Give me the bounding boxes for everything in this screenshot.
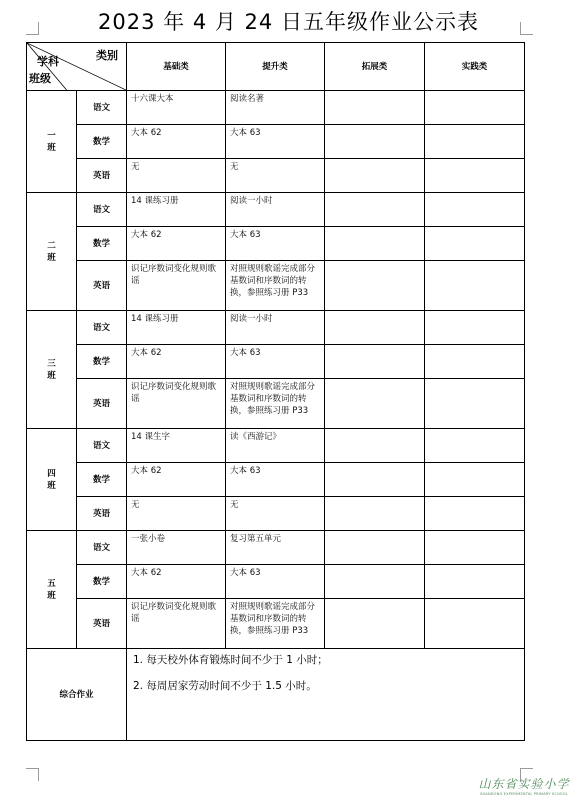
homework-basic-cell: 识记序数词变化规则歌谣	[127, 261, 226, 311]
homework-practice-cell	[425, 227, 525, 261]
column-header-practice: 实践类	[425, 43, 525, 91]
table-row	[27, 345, 525, 379]
subject-cell: 语文	[77, 531, 127, 565]
homework-practice-cell	[425, 261, 525, 311]
crop-mark-bottom-left	[26, 768, 39, 781]
homework-extended-cell	[325, 159, 425, 193]
subject-cell: 数学	[77, 345, 127, 379]
class-name: 四班	[47, 468, 56, 491]
homework-advanced-cell: 大本 63	[226, 125, 325, 159]
class-name-cell	[27, 311, 77, 429]
comprehensive-content	[127, 649, 525, 741]
table-row	[27, 599, 525, 649]
homework-practice-cell	[425, 125, 525, 159]
homework-advanced-cell: 大本 63	[226, 227, 325, 261]
page-title: 2023 年 4 月 24 日五年级作业公示表	[98, 10, 479, 34]
homework-basic-cell: 识记序数词变化规则歌谣	[127, 379, 226, 429]
class-name-cell	[27, 91, 77, 193]
homework-extended-cell	[325, 565, 425, 599]
table-row	[27, 463, 525, 497]
homework-advanced-cell: 大本 63	[226, 345, 325, 379]
comprehensive-item: 1. 每天校外体育锻炼时间不少于 1 小时；	[133, 654, 328, 666]
homework-advanced-cell: 大本 63	[226, 565, 325, 599]
homework-extended-cell	[325, 193, 425, 227]
homework-extended-cell	[325, 429, 425, 463]
table-row	[27, 125, 525, 159]
homework-advanced-cell: 阅读一小时	[226, 311, 325, 345]
column-header-advanced: 提升类	[226, 43, 325, 91]
homework-advanced-cell: 阅读一小时	[226, 193, 325, 227]
homework-practice-cell	[425, 531, 525, 565]
subject-cell: 语文	[77, 193, 127, 227]
corner-label-class: 班级	[29, 72, 51, 85]
subject-cell: 数学	[77, 565, 127, 599]
homework-practice-cell	[425, 91, 525, 125]
subject-cell: 数学	[77, 125, 127, 159]
class-name-cell	[27, 193, 77, 311]
homework-advanced-cell: 阅读名著	[226, 91, 325, 125]
subject-cell: 英语	[77, 599, 127, 649]
corner-label-subject: 学科	[37, 55, 59, 68]
class-name: 二班	[47, 240, 56, 263]
subject-cell: 英语	[77, 261, 127, 311]
class-name-cell	[27, 531, 77, 649]
subject-cell: 数学	[77, 463, 127, 497]
class-name: 三班	[47, 358, 56, 381]
homework-advanced-cell: 无	[226, 159, 325, 193]
table-row	[27, 261, 525, 311]
homework-practice-cell	[425, 599, 525, 649]
table-row	[27, 565, 525, 599]
homework-basic-cell: 14 课练习册	[127, 311, 226, 345]
homework-extended-cell	[325, 311, 425, 345]
homework-advanced-cell: 对照规则歌谣完成部分基数词和序数词的转换，参照练习册 P33	[226, 379, 325, 429]
subject-cell: 数学	[77, 227, 127, 261]
homework-advanced-cell: 对照规则歌谣完成部分基数词和序数词的转换，参照练习册 P33	[226, 599, 325, 649]
homework-basic-cell: 14 课练习册	[127, 193, 226, 227]
homework-advanced-cell: 对照规则歌谣完成部分基数词和序数词的转换，参照练习册 P33	[226, 261, 325, 311]
crop-mark-top-left	[26, 22, 39, 35]
subject-cell: 语文	[77, 311, 127, 345]
corner-header-cell	[27, 43, 127, 91]
table-row	[27, 429, 525, 463]
comprehensive-item: 2. 每周居家劳动时间不少于 1.5 小时。	[133, 680, 317, 692]
homework-extended-cell	[325, 599, 425, 649]
school-logo-chinese: 山东省实验小学	[478, 777, 570, 791]
school-logo	[474, 775, 574, 796]
table-row	[27, 159, 525, 193]
homework-basic-cell: 大本 62	[127, 565, 226, 599]
comprehensive-label: 综合作业	[27, 649, 127, 741]
subject-cell: 英语	[77, 497, 127, 531]
homework-extended-cell	[325, 531, 425, 565]
column-header-basic: 基础类	[127, 43, 226, 91]
school-logo-english: SHANDONG EXPERIMENTAL PRIMARY SCHOOL	[480, 792, 568, 796]
column-header-extended: 拓展类	[325, 43, 425, 91]
homework-extended-cell	[325, 227, 425, 261]
header-row	[27, 43, 525, 91]
homework-basic-cell: 大本 62	[127, 345, 226, 379]
homework-extended-cell	[325, 261, 425, 311]
crop-mark-top-right	[520, 22, 533, 35]
homework-practice-cell	[425, 159, 525, 193]
class-name-cell	[27, 429, 77, 531]
homework-table	[26, 42, 525, 741]
class-name: 一班	[47, 130, 56, 153]
homework-extended-cell	[325, 91, 425, 125]
subject-cell: 语文	[77, 91, 127, 125]
homework-practice-cell	[425, 379, 525, 429]
homework-practice-cell	[425, 311, 525, 345]
homework-practice-cell	[425, 193, 525, 227]
homework-basic-cell: 十六课大本	[127, 91, 226, 125]
homework-extended-cell	[325, 345, 425, 379]
subject-cell: 英语	[77, 159, 127, 193]
homework-extended-cell	[325, 125, 425, 159]
corner-label-category: 类别	[96, 49, 118, 62]
subject-cell: 语文	[77, 429, 127, 463]
homework-extended-cell	[325, 463, 425, 497]
homework-advanced-cell: 大本 63	[226, 463, 325, 497]
homework-practice-cell	[425, 429, 525, 463]
homework-basic-cell: 14 课生字	[127, 429, 226, 463]
homework-advanced-cell: 复习第五单元	[226, 531, 325, 565]
homework-basic-cell: 大本 62	[127, 125, 226, 159]
table-row	[27, 531, 525, 565]
table-row	[27, 227, 525, 261]
homework-basic-cell: 无	[127, 159, 226, 193]
subject-cell: 英语	[77, 379, 127, 429]
homework-advanced-cell: 无	[226, 497, 325, 531]
homework-basic-cell: 无	[127, 497, 226, 531]
homework-advanced-cell: 读《西游记》	[226, 429, 325, 463]
homework-basic-cell: 大本 62	[127, 227, 226, 261]
table-row	[27, 311, 525, 345]
table-row	[27, 379, 525, 429]
table-row	[27, 91, 525, 125]
table-row	[27, 497, 525, 531]
homework-practice-cell	[425, 345, 525, 379]
homework-extended-cell	[325, 497, 425, 531]
comprehensive-row	[27, 649, 525, 741]
homework-practice-cell	[425, 463, 525, 497]
table-row	[27, 193, 525, 227]
homework-basic-cell: 一张小卷	[127, 531, 226, 565]
homework-basic-cell: 大本 62	[127, 463, 226, 497]
class-name: 五班	[47, 578, 56, 601]
homework-practice-cell	[425, 565, 525, 599]
homework-practice-cell	[425, 497, 525, 531]
homework-extended-cell	[325, 379, 425, 429]
homework-basic-cell: 识记序数词变化规则歌谣	[127, 599, 226, 649]
